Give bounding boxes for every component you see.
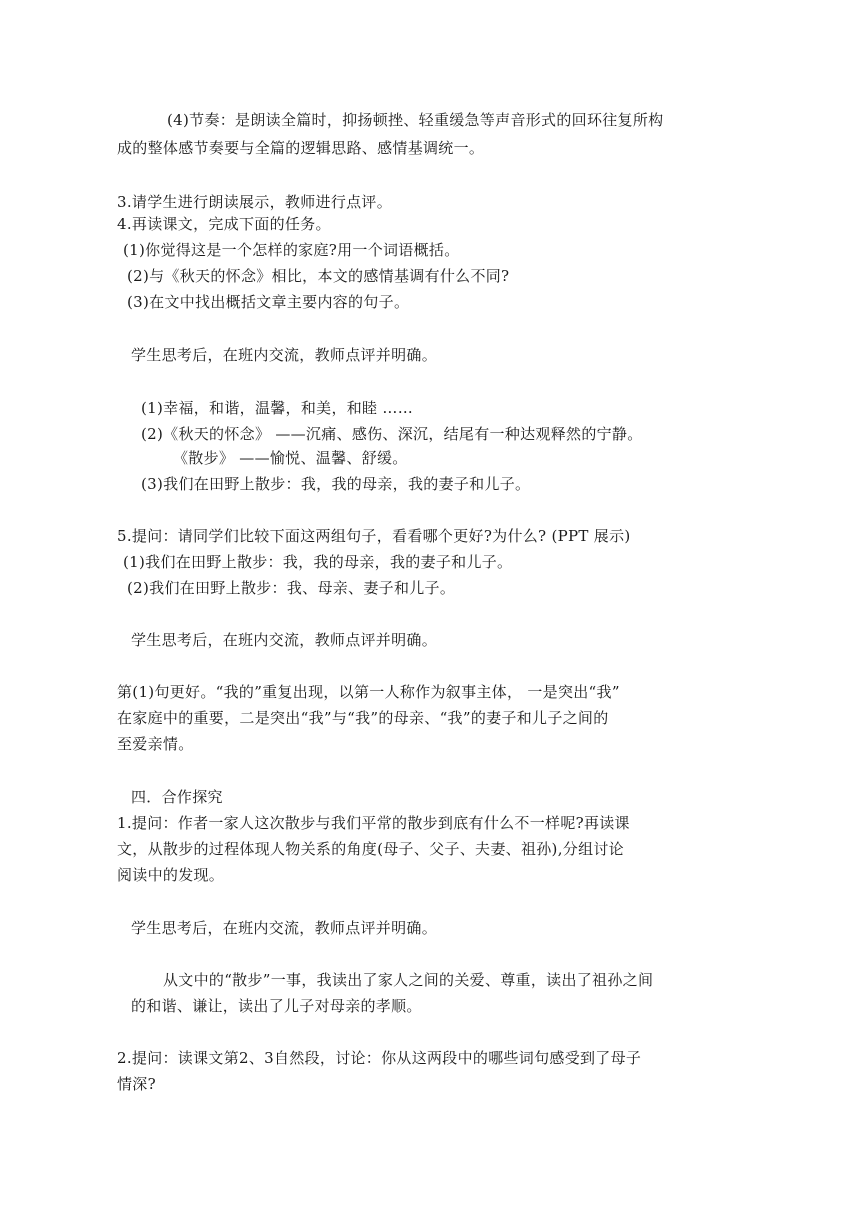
- compare-sentence-1: (1)我们在田野上散步：我，我的母亲，我的妻子和儿子。: [123, 553, 513, 571]
- answer-2-sub-line: 《散步》 ——愉悦、温馨、舒缓。: [173, 449, 408, 467]
- discussion-note-1: 学生思考后，在班内交流，教师点评并明确。: [131, 346, 438, 364]
- step-5-line: 5.提问：请同学们比较下面这两组句子，看看哪个更好?为什么? (PPT 展示): [117, 527, 631, 545]
- insight-line-2: 的和谐、谦让，读出了儿子对母亲的孝顺。: [131, 997, 422, 1015]
- question-1-line-1: 1.提问：作者一家人这次散步与我们平常的散步到底有什么不一样呢?再读课: [117, 814, 630, 832]
- conclusion-line-1: 第(1)句更好。“我的”重复出现，以第一人称作为叙事主体， 一是突出“我”: [117, 683, 620, 701]
- task-2-line: (2)与《秋天的怀念》相比，本文的感情基调有什么不同?: [127, 267, 510, 285]
- question-2-line-2: 情深?: [117, 1075, 156, 1093]
- answer-3-line: (3)我们在田野上散步：我，我的母亲，我的妻子和儿子。: [141, 475, 531, 493]
- paragraph-rhythm-line-1: (4)节奏：是朗读全篇时，抑扬顿挫、轻重缓急等声音形式的回环往复所构: [167, 111, 664, 129]
- insight-line-1: 从文中的“散步”一事，我读出了家人之间的关爱、尊重，读出了祖孙之间: [163, 971, 654, 989]
- task-1-line: (1)你觉得这是一个怎样的家庭?用一个词语概括。: [123, 241, 460, 259]
- step-4-line: 4.再读课文，完成下面的任务。: [117, 215, 331, 233]
- task-3-line: (3)在文中找出概括文章主要内容的句子。: [127, 293, 410, 311]
- discussion-note-2: 学生思考后，在班内交流，教师点评并明确。: [131, 631, 438, 649]
- conclusion-line-3: 至爱亲情。: [117, 735, 194, 753]
- step-3-line: 3.请学生进行朗读展示，教师进行点评。: [117, 193, 393, 211]
- section-heading-cooperative-inquiry: 四．合作探究: [131, 788, 223, 806]
- compare-sentence-2: (2)我们在田野上散步：我、母亲、妻子和儿子。: [127, 579, 456, 597]
- question-1-line-2: 文，从散步的过程体现人物关系的角度(母子、父子、夫妻、祖孙),分组讨论: [117, 840, 624, 858]
- paragraph-rhythm-line-2: 成的整体感节奏要与全篇的逻辑思路、感情基调统一。: [117, 139, 485, 157]
- question-1-line-3: 阅读中的发现。: [117, 866, 225, 884]
- answer-2-line: (2)《秋天的怀念》 ——沉痛、感伤、深沉，结尾有一种达观释然的宁静。: [141, 425, 643, 443]
- conclusion-line-2: 在家庭中的重要，二是突出“我”与“我”的母亲、“我”的妻子和儿子之间的: [117, 709, 609, 727]
- answer-1-line: (1)幸福，和谐，温馨，和美，和睦 ……: [141, 399, 414, 417]
- question-2-line-1: 2.提问：读课文第2、3自然段，讨论：你从这两段中的哪些词句感受到了母子: [117, 1049, 642, 1067]
- discussion-note-3: 学生思考后，在班内交流，教师点评并明确。: [131, 919, 438, 937]
